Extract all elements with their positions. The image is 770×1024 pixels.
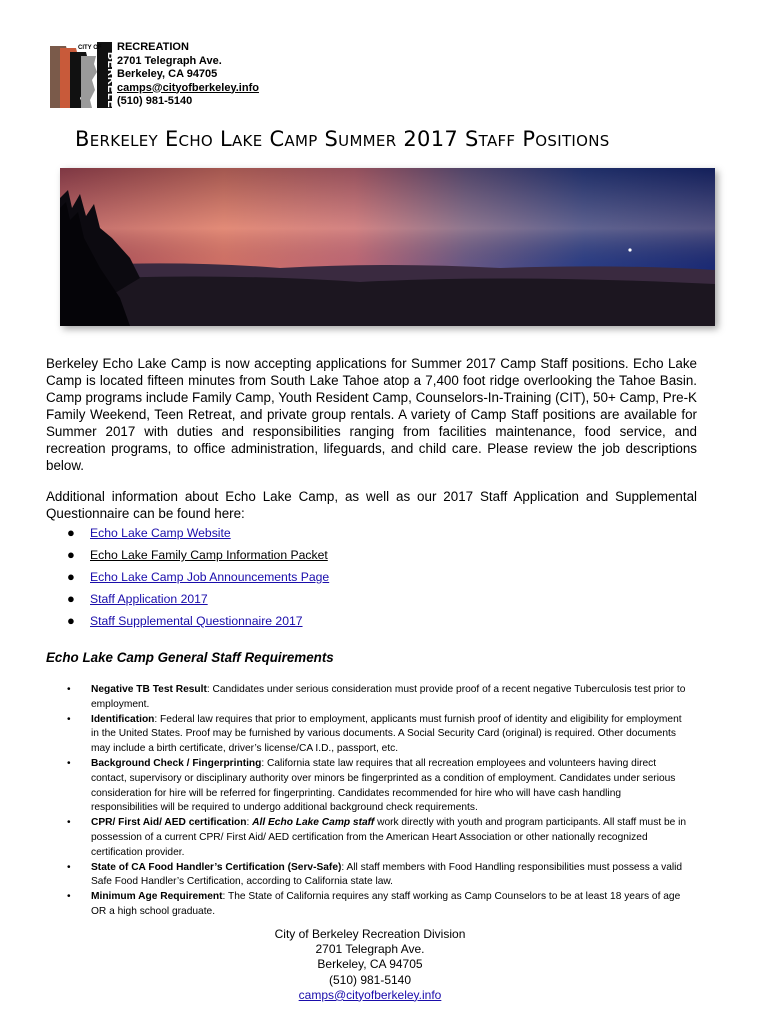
requirement-term: Minimum Age Requirement [91,891,223,903]
bullet-icon: ● [67,613,75,628]
requirement-text: : Federal law requires that prior to employment, applicants must furnish proof of identity and eligibility for employment in the United States. Proof may be furnished by various documents. A Social Security Card (original) is required. Other documents may include a birth certificate, driver’s license/CA I.D., passport, etc. [91,713,682,755]
requirement-term: State of CA Food Handler’s Certification (Serv-Safe) [91,861,342,873]
header-phone: (510) 981-5140 [117,95,193,107]
bullet-icon: • [67,861,71,873]
footer-line: (510) 981-5140 [328,972,412,987]
additional-info-paragraph: Additional information about Echo Lake Camp, as well as our 2017 Staff Application and Supplemental Questionnaire can be found here: [46,489,697,521]
list-item [67,547,329,569]
footer-line: Berkeley, CA 94705 [317,957,423,972]
list-item [67,757,687,816]
list-item [67,525,329,547]
link-staff-application[interactable]: Staff Application 2017 [90,592,208,606]
requirement-text: : Candidates under serious consideration must provide proof of a recent negative Tuberculosis test prior to employment. [91,684,686,710]
requirement-text: : The State of California requires any staff working as Camp Counselors to be at least 18 years of age OR a high school graduate. [91,891,681,917]
link-camp-website[interactable]: Echo Lake Camp Website [90,526,231,540]
footer-email-link[interactable]: camps@cityofberkeley.info [298,987,442,1002]
logo-text-small: CITY OF [78,45,102,51]
bullet-icon: ● [67,569,75,584]
bullet-icon: • [67,817,71,829]
city-of-berkeley-logo [48,42,117,116]
list-item [67,861,687,891]
link-job-announcements[interactable]: Echo Lake Camp Job Announcements Page [90,570,330,584]
requirement-text: work directly with youth and program participants. All staff must be in possession of a current CPR/ First Aid/ AED certification from the American Heart Association or other nationally recognized certification provider. [91,817,687,858]
link-family-camp-packet[interactable]: Echo Lake Family Camp Information Packet [90,548,328,562]
requirement-term: Background Check / Fingerprinting [91,757,262,769]
list-item [67,613,329,635]
bullet-icon: ● [67,591,75,606]
header-email-link[interactable]: camps@cityofberkeley.info [117,81,259,94]
requirement-emphasis: All Echo Lake Camp staff [252,817,375,829]
list-item [67,713,687,757]
bullet-icon: • [67,757,71,769]
list-item [67,591,329,613]
requirement-term: Identification [91,713,155,725]
address-line: RECREATION [117,41,189,53]
requirements-heading: Echo Lake Camp General Staff Requirements [46,650,334,665]
requirement-text: : California state law requires that all recreation employees and volunteers having direct contact, supervisory or disciplinary authority over minors be fingerprinted as a condition of employment. Candidates under serious consideration for hire will be referred for fingerprinting. Candidates recommended for hire who will have cash handling responsibilities will be required to undergo additional background check requirements. [91,757,676,814]
bullet-icon: • [67,684,71,695]
resource-links [67,525,329,635]
address-line: 2701 Telegraph Ave. [117,54,222,67]
requirements-list [67,683,687,920]
footer-contact [0,927,740,1003]
footer-line: 2701 Telegraph Ave. [315,942,425,957]
list-item [67,569,329,591]
requirement-term: CPR/ First Aid/ AED certification [91,817,247,829]
requirement-text: : All staff members with Food Handling responsibilities must possess a valid Safe Food Handler’s Certification, according to California state law. [91,861,683,888]
header-address [117,41,259,109]
sunset-panorama-image [60,168,715,326]
link-supplemental-questionnaire[interactable]: Staff Supplemental Questionnaire 2017 [90,614,303,628]
bullet-icon: ● [67,547,75,562]
page-title: Berkeley Echo Lake Camp Summer 2017 Staff Positions [75,127,610,151]
list-item [67,683,687,713]
bullet-icon: ● [67,525,75,540]
bullet-icon: • [67,891,71,903]
requirement-term: Negative TB Test Result [91,684,207,695]
footer-line: City of Berkeley Recreation Division [274,927,466,941]
intro-paragraph: Berkeley Echo Lake Camp is now accepting applications for Summer 2017 Camp Staff positions. Echo Lake Camp is located fifteen minutes from South Lake Tahoe atop a 7,400 foot ridge overlooking the Tahoe Basin. Camp programs include Family Camp, Youth Resident Camp, Counselors-In-Training (CIT), 50+ Camp, Pre-K Family Weekend, Teen Retreat, and private group rentals. A variety of Camp Staff positions are available for Summer 2017 with duties and responsibilities ranging from facilities maintenance, food service, and recreation programs, to office administration, lifeguards, and child care. Please review the job descriptions below. [46,356,697,473]
address-line: Berkeley, CA 94705 [117,68,218,80]
list-item: • CPR/ First Aid/ AED certification: All Echo Lake Camp staff work directly with youth and program participants. All staff must be in possession of a current CPR/ First Aid/ AED certification from the American Heart Association or other nationally recognized certification provider. [67,817,687,858]
bullet-icon: • [67,713,71,725]
list-item [67,890,687,920]
logo-text-large: BERKELEY [105,52,117,116]
